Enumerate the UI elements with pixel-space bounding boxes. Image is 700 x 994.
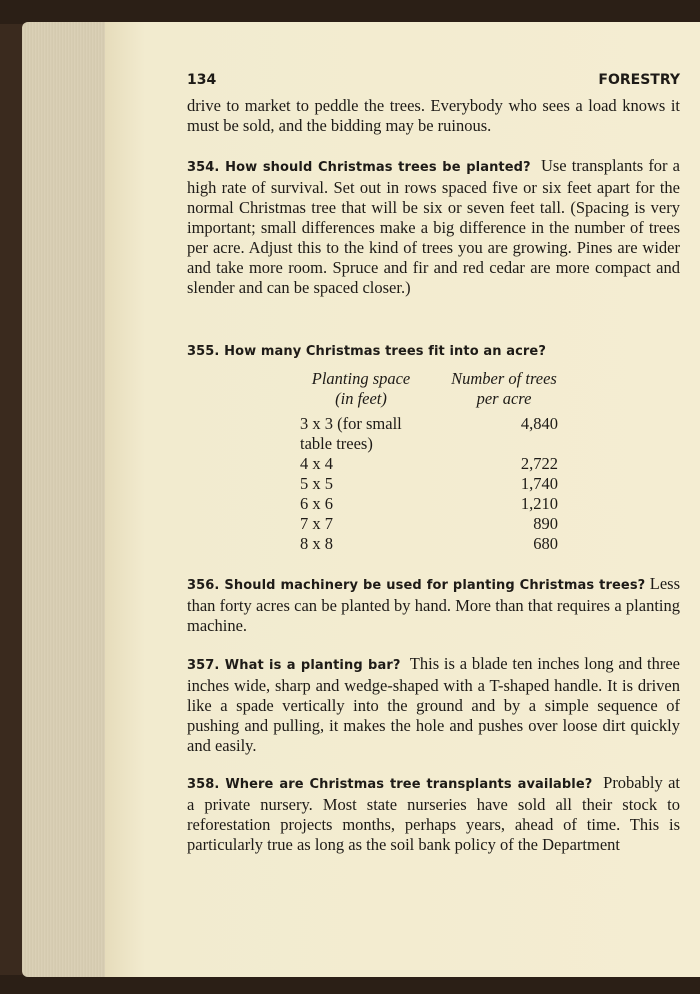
question-356 [187,574,680,636]
q358-answer: Probably at a private nursery. Most state nurseries have sold all their stock to reforestation projects months, perhaps years, ahead of time. This is particularly true as long as the soil bank policy of the Department [187,773,680,854]
cell-count: 680 [533,534,558,553]
cell-count: 1,740 [520,474,558,493]
cell-space: 5 x 5 [300,474,333,493]
page-number: 134 [187,72,217,88]
table-header-row [300,389,620,409]
q356-paragraph [187,574,680,636]
question-358 [187,773,680,855]
question-357 [187,654,680,756]
question-355 [187,340,680,362]
cell-count: 4,840 [520,414,558,433]
q358-paragraph [187,773,680,855]
cell-count: 890 [533,514,558,533]
table-row [300,454,620,474]
q355-paragraph [187,340,680,362]
backdrop [0,0,700,24]
table-row [300,494,620,514]
table-row [300,414,620,434]
intro-paragraph [187,96,680,136]
table-row [300,514,620,534]
question-354 [187,156,680,298]
cell-count: 1,210 [520,494,558,513]
table-header-row [300,369,620,389]
q354-heading: 354. How should Christmas trees be planted? [187,160,531,175]
q356-answer: Less than forty acres can be planted by hand. More than that requires a planting machine. [187,574,681,635]
q357-answer: This is a blade ten inches long and three inches wide, sharp and wedge-shaped with a T-shaped handle. It is driven like a spade vertically into the ground and by a simple sequence of pushing and pulling, it makes the hole and pushes over loose dirt quickly and easily. [187,654,681,755]
table-row [300,534,620,554]
q354-paragraph [187,156,680,298]
header-in-feet: (in feet) [335,389,387,408]
table-row [300,434,620,454]
q354-answer: Use transplants for a high rate of survival. Set out in rows spaced five or six feet apart for the normal Christmas tree that will be six or seven feet tall. (Spacing is very important; small differences make a big difference in the number of trees per acre. Adjust this to the kind of trees you are growing. Pines are wider and take more room. Spruce and fir and red cedar are more compact and slender and can be spaced closer.) [187,156,680,297]
page-edges [22,22,108,977]
q358-heading: 358. Where are Christmas tree transplants available? [187,777,593,792]
intro-text: drive to market to peddle the trees. Everybody who sees a load knows it must be sold, and the bidding may be ruinous. [187,96,680,135]
cell-space: 3 x 3 (for small [300,414,402,433]
q355-heading: 355. How many Christmas trees fit into an acre? [187,344,546,359]
cell-space: 8 x 8 [300,534,333,553]
cell-count: 2,722 [520,454,558,473]
q357-heading: 357. What is a planting bar? [187,658,401,673]
table-row [300,474,620,494]
q357-paragraph [187,654,680,756]
running-head: FORESTRY [598,72,680,88]
header-planting-space: Planting space [311,369,411,388]
header-number-of-trees: Number of trees [451,369,557,388]
header-per-acre: per acre [476,389,532,408]
cell-space: 4 x 4 [300,454,333,473]
page-header [187,72,680,92]
cell-space: 7 x 7 [300,514,333,533]
backdrop [0,975,700,994]
cell-space: table trees) [300,434,373,453]
q356-heading: 356. Should machinery be used for planting Christmas trees? [187,578,646,593]
cell-space: 6 x 6 [300,494,333,513]
